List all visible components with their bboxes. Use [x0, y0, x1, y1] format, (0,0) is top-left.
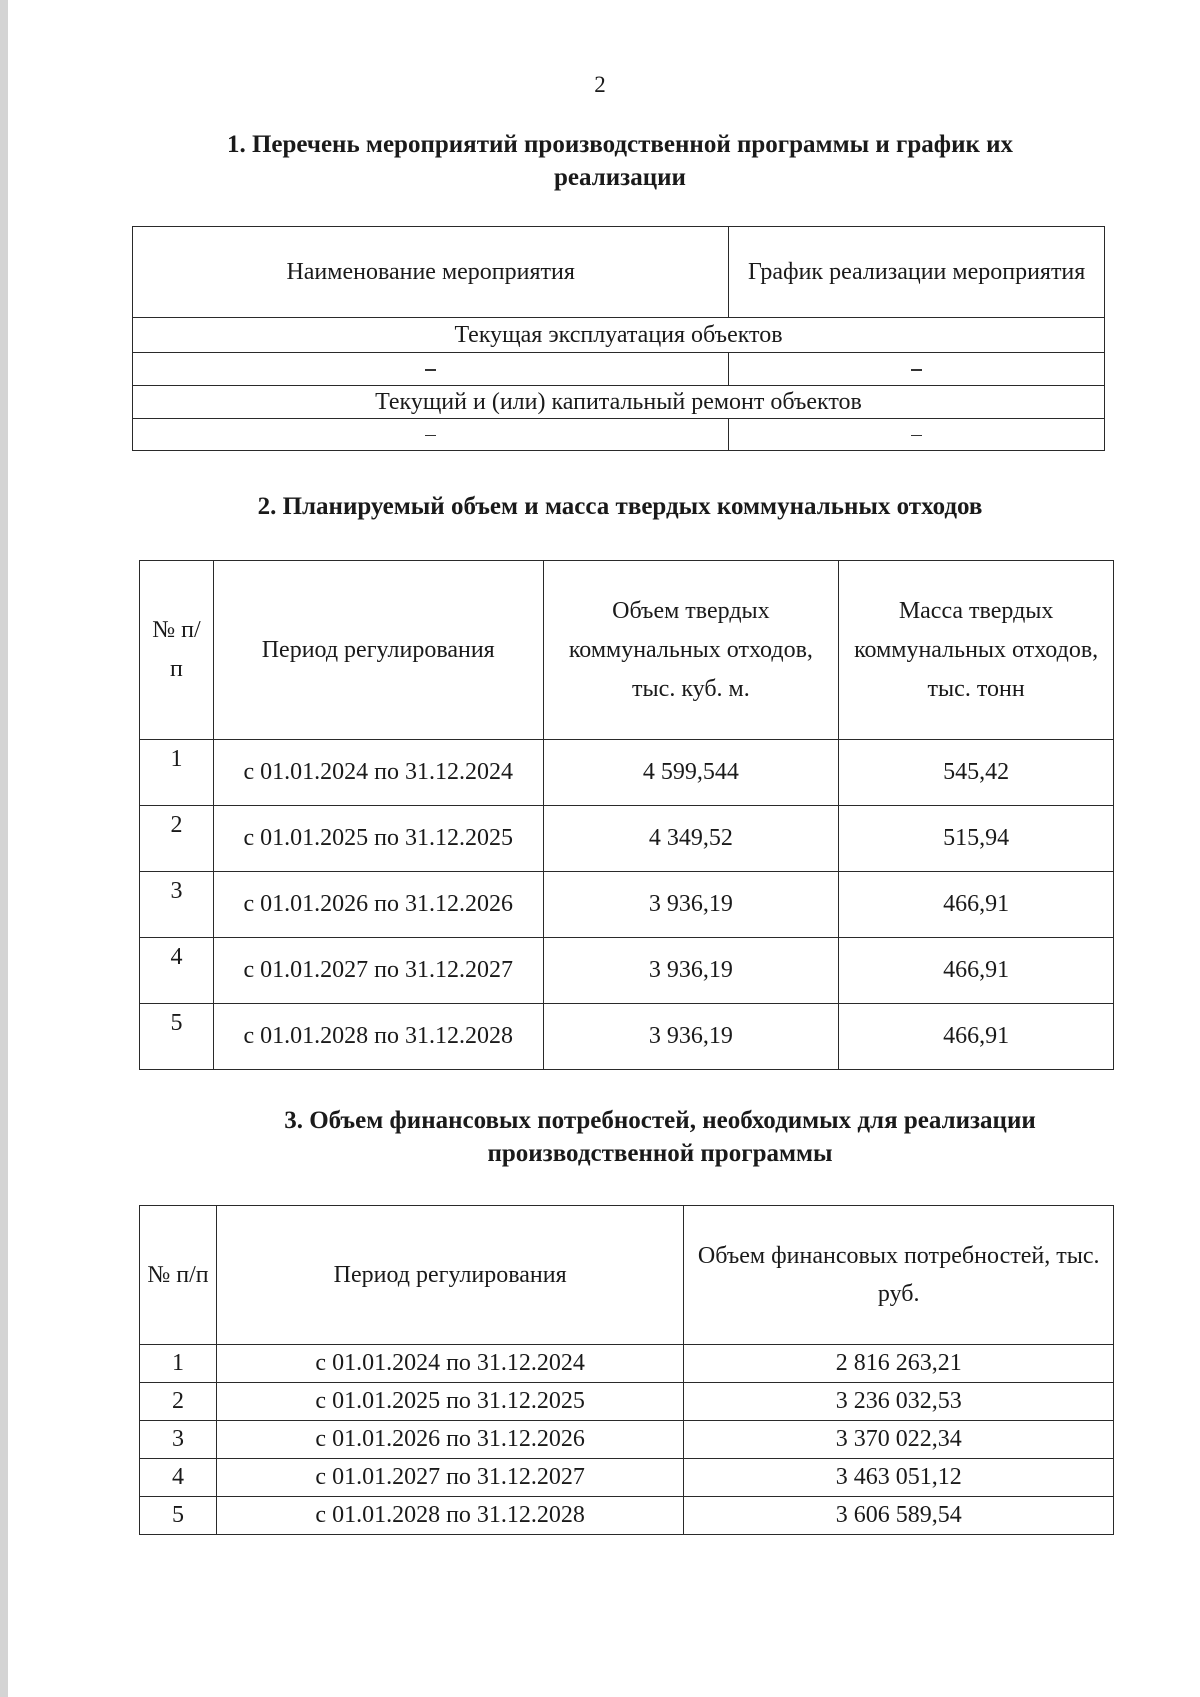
table-row: [140, 806, 1114, 872]
row-number: 1: [140, 740, 214, 806]
header-volume: Объем твердых коммунальных отходов, тыс. куб. м.: [543, 561, 839, 740]
row-finance: 3 370 022,34: [684, 1421, 1114, 1459]
row-finance: 3 463 051,12: [684, 1459, 1114, 1497]
row-number: 3: [140, 1421, 217, 1459]
row-period: с 01.01.2028 по 31.12.2028: [213, 1004, 543, 1070]
table-row: [140, 1004, 1114, 1070]
header-activity-name: Наименование мероприятия: [133, 227, 729, 318]
page-number: 2: [594, 72, 606, 97]
row-period: с 01.01.2025 по 31.12.2025: [213, 806, 543, 872]
table-header-row: [140, 561, 1114, 740]
row-finance: 3 606 589,54: [684, 1497, 1114, 1535]
row-mass: 515,94: [839, 806, 1114, 872]
row-period: с 01.01.2025 по 31.12.2025: [216, 1383, 684, 1421]
row-volume: 4 599,544: [543, 740, 839, 806]
row-number: 4: [140, 938, 214, 1004]
row-mass: 466,91: [839, 938, 1114, 1004]
row-mass: 466,91: [839, 872, 1114, 938]
row-number: 2: [140, 1383, 217, 1421]
row-number: 4: [140, 1459, 217, 1497]
header-period: Период регулирования: [213, 561, 543, 740]
empty-cell: [729, 353, 1105, 386]
dash-mark: [911, 369, 922, 371]
header-number: № п/п: [140, 561, 214, 740]
row-volume: 3 936,19: [543, 872, 839, 938]
group-row: [133, 318, 1105, 353]
header-finance: Объем финансовых потребностей, тыс. руб.: [684, 1206, 1114, 1345]
header-schedule: График реализации мероприятия: [729, 227, 1105, 318]
table-header-row: [133, 227, 1105, 318]
section2-title: 2. Планируемый объем и масса твердых коммунальных отходов: [257, 493, 983, 520]
row-finance: 2 816 263,21: [684, 1345, 1114, 1383]
row-number: 5: [140, 1004, 214, 1070]
table-row: [133, 353, 1105, 386]
row-number: 5: [140, 1497, 217, 1535]
row-mass: 545,42: [839, 740, 1114, 806]
row-period: с 01.01.2024 по 31.12.2024: [216, 1345, 684, 1383]
row-period: с 01.01.2028 по 31.12.2028: [216, 1497, 684, 1535]
dash-mark: [425, 369, 436, 371]
row-period: с 01.01.2026 по 31.12.2026: [216, 1421, 684, 1459]
row-number: 3: [140, 872, 214, 938]
empty-cell: [729, 419, 1105, 451]
table-row: [140, 740, 1114, 806]
activities-table: [132, 226, 1105, 451]
row-volume: 4 349,52: [543, 806, 839, 872]
row-period: с 01.01.2026 по 31.12.2026: [213, 872, 543, 938]
empty-cell: [133, 419, 729, 451]
group-row: [133, 386, 1105, 419]
row-volume: 3 936,19: [543, 938, 839, 1004]
section1-title: 1. Перечень мероприятий производственной программы и график их реализации: [226, 131, 1014, 191]
table-header-row: [140, 1206, 1114, 1345]
row-period: с 01.01.2027 по 31.12.2027: [216, 1459, 684, 1497]
row-period: с 01.01.2027 по 31.12.2027: [213, 938, 543, 1004]
section3-title: 3. Объем финансовых потребностей, необходимых для реализации производственной программы: [284, 1107, 1036, 1167]
table-row: [140, 1497, 1114, 1535]
group-current-operation: Текущая эксплуатация объектов: [133, 318, 1105, 353]
table-row: [140, 1383, 1114, 1421]
row-number: 1: [140, 1345, 217, 1383]
financial-needs-table: [139, 1205, 1114, 1535]
dash-mark: [425, 435, 436, 437]
row-mass: 466,91: [839, 1004, 1114, 1070]
table-row: [133, 419, 1105, 451]
table-row: [140, 1345, 1114, 1383]
table-row: [140, 872, 1114, 938]
header-mass: Масса твердых коммунальных отходов, тыс. тонн: [839, 561, 1114, 740]
page-edge: [0, 0, 8, 1697]
table-row: [140, 1459, 1114, 1497]
dash-mark: [911, 435, 922, 437]
table-row: [140, 1421, 1114, 1459]
table-row: [140, 938, 1114, 1004]
row-volume: 3 936,19: [543, 1004, 839, 1070]
group-repair: Текущий и (или) капитальный ремонт объектов: [133, 386, 1105, 419]
row-number: 2: [140, 806, 214, 872]
row-finance: 3 236 032,53: [684, 1383, 1114, 1421]
header-number: № п/п: [140, 1206, 217, 1345]
empty-cell: [133, 353, 729, 386]
waste-volume-table: [139, 560, 1114, 1070]
header-period: Период регулирования: [216, 1206, 684, 1345]
row-period: с 01.01.2024 по 31.12.2024: [213, 740, 543, 806]
